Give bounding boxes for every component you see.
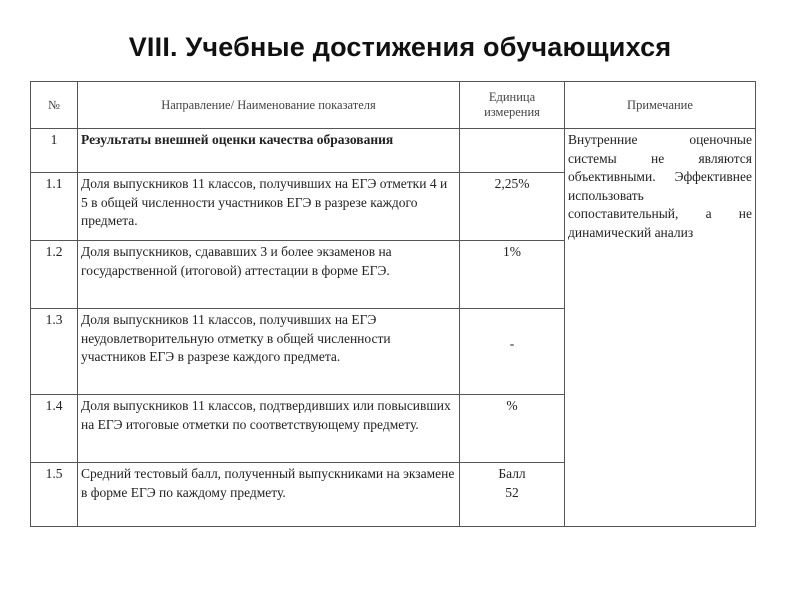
table-header-row <box>31 82 756 129</box>
row-num: 1.3 <box>31 309 78 395</box>
page-title: VIII. Учебные достижения обучающихся <box>128 32 672 62</box>
row-unit <box>460 309 565 395</box>
row-unit-value-2: 52 <box>505 484 519 500</box>
header-num: № <box>31 82 78 129</box>
row-unit: 2,25% <box>460 173 565 241</box>
header-unit-line1: Единица <box>488 90 536 104</box>
header-note: Примечание <box>565 82 756 129</box>
row-name: Доля выпускников 11 классов, подтвердивших или повысивших на ЕГЭ итоговые отметки по соответствующему предмету. <box>78 395 460 463</box>
row-name: Результаты внешней оценки качества образования <box>78 129 460 173</box>
row-unit-value: - <box>509 336 515 351</box>
row-name: Доля выпускников 11 классов, получивших на ЕГЭ отметки 4 и 5 в общей численности участников ЕГЭ в разрезе каждого предмета. <box>78 173 460 241</box>
note-cell: Внутренние оценочные системы не являются объективными. Эффективнее использовать сопоставительный, а не динамический анализ <box>565 129 756 527</box>
row-num: 1.5 <box>31 463 78 527</box>
row-name: Средний тестовый балл, полученный выпускниками на экзамене в форме ЕГЭ по каждому предмету. <box>78 463 460 527</box>
row-num: 1 <box>31 129 78 173</box>
row-num: 1.2 <box>31 241 78 309</box>
header-name: Направление/ Наименование показателя <box>78 82 460 129</box>
row-name: Доля выпускников 11 классов, получивших на ЕГЭ неудовлетворительную отметку в общей численности участников ЕГЭ в разрезе каждого предмета. <box>78 309 460 395</box>
row-unit-value: Балл <box>498 466 526 481</box>
row-unit <box>460 463 565 527</box>
row-num: 1.1 <box>31 173 78 241</box>
row-num: 1.4 <box>31 395 78 463</box>
header-unit <box>460 82 565 129</box>
row-unit: % <box>460 395 565 463</box>
table-row <box>31 129 756 173</box>
row-unit: 1% <box>460 241 565 309</box>
row-name: Доля выпускников, сдававших 3 и более экзаменов на государственной (итоговой) аттестации в форме ЕГЭ. <box>78 241 460 309</box>
header-unit-line2: измерения <box>484 105 540 119</box>
row-unit <box>460 129 565 173</box>
indicators-table <box>30 81 756 527</box>
